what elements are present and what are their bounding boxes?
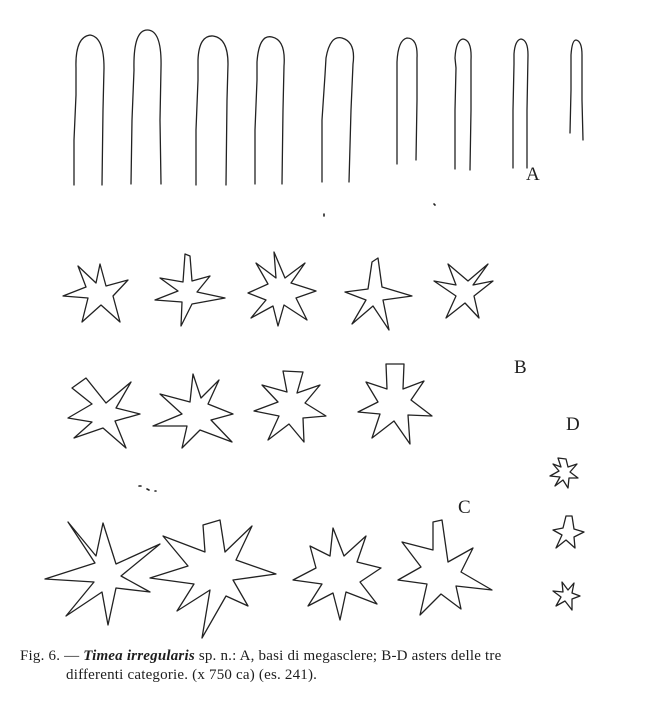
aster-b xyxy=(68,378,140,448)
aster-c xyxy=(150,520,276,638)
aster-b xyxy=(358,364,432,444)
aster-b xyxy=(153,374,233,448)
aster-c xyxy=(45,522,160,625)
aster-c-row xyxy=(45,520,492,638)
aster-d xyxy=(553,582,580,610)
aster-b-row1 xyxy=(63,252,493,330)
aster-b xyxy=(155,254,225,326)
aster-c xyxy=(398,520,492,615)
megasclere-base xyxy=(570,40,583,140)
megasclere-base xyxy=(322,38,354,182)
aster-d xyxy=(553,516,584,548)
aster-b xyxy=(63,264,128,322)
panel-label-b: B xyxy=(514,357,527,378)
caption-line2: differenti categorie. (x 750 ca) (es. 241). xyxy=(66,667,318,683)
aster-d-column xyxy=(550,458,584,610)
megasclere-base xyxy=(131,30,161,184)
megasclere-bases-group xyxy=(74,30,583,185)
megasclere-base xyxy=(513,39,528,168)
figure-caption xyxy=(20,647,640,685)
aster-d xyxy=(550,458,578,488)
aster-b xyxy=(248,252,316,326)
plate-specks xyxy=(139,204,435,491)
megasclere-base xyxy=(255,37,284,184)
aster-b-row2 xyxy=(68,364,432,448)
aster-b xyxy=(345,258,412,330)
caption-prefix: Fig. 6. — xyxy=(20,648,84,664)
megasclere-base xyxy=(455,39,471,170)
megasclere-base xyxy=(196,36,228,185)
caption-species: Timea irregularis xyxy=(83,648,195,664)
megasclere-base xyxy=(74,35,104,185)
panel-label-a: A xyxy=(526,164,540,185)
aster-b xyxy=(254,371,326,442)
caption-line1-rest: sp. n.: A, basi di megasclere; B-D asters delle tre xyxy=(194,648,502,664)
panel-label-c: C xyxy=(458,497,471,518)
aster-b xyxy=(434,264,493,318)
aster-c xyxy=(293,528,381,620)
panel-label-d: D xyxy=(566,414,580,435)
megasclere-base xyxy=(397,38,417,164)
